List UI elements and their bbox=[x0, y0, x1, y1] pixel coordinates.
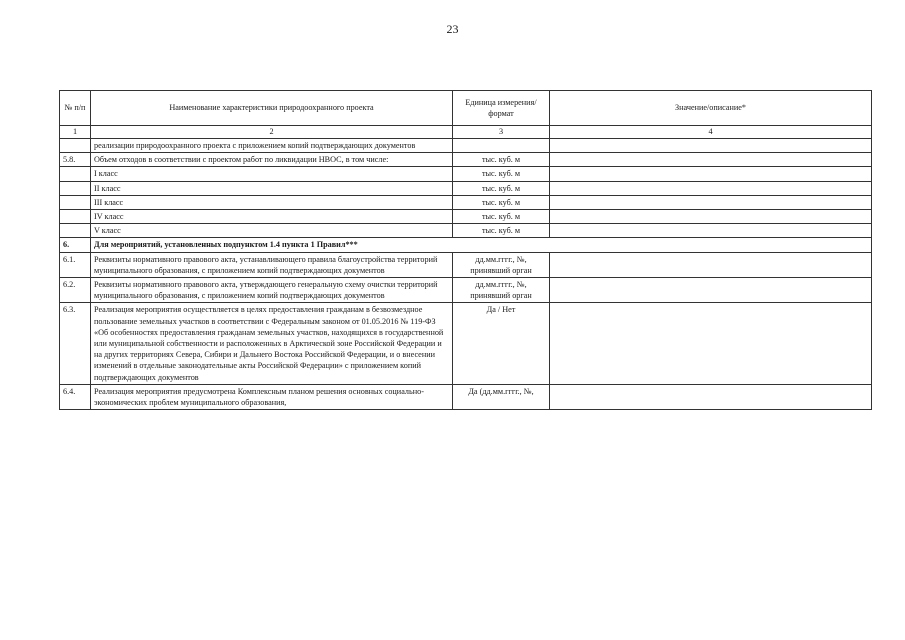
row-num bbox=[60, 195, 91, 209]
table-row bbox=[60, 384, 872, 409]
row-name: Реализация мероприятия осуществляется в целях предоставления гражданам в безвозмездное пользование земельных участков в соответствии с Федеральным законом от 01.05.2016 № 119-ФЗ «Об особенностях предоставления гражданам земельных участков, находящихся в государственной или муниципальной собственности и расположенных в Арктической зоне Российской Федерации и на других территориях Севера, Сибири и Дальнего Востока Российской Федерации, и о внесении изменений в отдельные законодательные акты Российской Федерации» с приложением копий подтверждающих документов bbox=[91, 303, 453, 384]
row-name: реализации природоохранного проекта с приложением копий подтверждающих документов bbox=[91, 139, 453, 153]
table-row bbox=[60, 252, 872, 277]
section-num: 6. bbox=[60, 238, 91, 252]
table-row bbox=[60, 278, 872, 303]
row-unit: тыс. куб. м bbox=[453, 181, 550, 195]
header-name: Наименование характеристики природоохранного проекта bbox=[91, 91, 453, 126]
project-characteristics-table bbox=[59, 90, 872, 410]
row-num: 6.4. bbox=[60, 384, 91, 409]
table-row bbox=[60, 153, 872, 167]
row-num: 6.3. bbox=[60, 303, 91, 384]
table-row bbox=[60, 139, 872, 153]
row-value bbox=[550, 384, 872, 409]
table-row bbox=[60, 167, 872, 181]
table-row bbox=[60, 224, 872, 238]
row-value bbox=[550, 303, 872, 384]
table-row bbox=[60, 303, 872, 384]
row-unit: тыс. куб. м bbox=[453, 210, 550, 224]
row-value bbox=[550, 167, 872, 181]
table-row bbox=[60, 195, 872, 209]
col-number: 4 bbox=[550, 126, 872, 139]
row-unit: дд.мм.гггг., №, принявший орган bbox=[453, 252, 550, 277]
row-unit: Да / Нет bbox=[453, 303, 550, 384]
row-value bbox=[550, 278, 872, 303]
row-num bbox=[60, 181, 91, 195]
section-row bbox=[60, 238, 872, 252]
header-num: № п/п bbox=[60, 91, 91, 126]
header-unit: Единица измерения/формат bbox=[453, 91, 550, 126]
row-num: 6.1. bbox=[60, 252, 91, 277]
section-title: Для мероприятий, установленных подпунктом 1.4 пункта 1 Правил*** bbox=[91, 238, 872, 252]
row-num bbox=[60, 224, 91, 238]
row-name: I класс bbox=[91, 167, 453, 181]
row-unit: тыс. куб. м bbox=[453, 224, 550, 238]
table-row bbox=[60, 210, 872, 224]
row-num: 6.2. bbox=[60, 278, 91, 303]
row-value bbox=[550, 181, 872, 195]
col-number: 1 bbox=[60, 126, 91, 139]
column-numbers-row bbox=[60, 126, 872, 139]
row-num bbox=[60, 139, 91, 153]
row-name: Реализация мероприятия предусмотрена Комплексным планом решения основных социально-экономических проблем муниципального образования, bbox=[91, 384, 453, 409]
row-value bbox=[550, 224, 872, 238]
row-unit bbox=[453, 139, 550, 153]
row-unit: тыс. куб. м bbox=[453, 153, 550, 167]
row-unit: дд.мм.гггг., №, принявший орган bbox=[453, 278, 550, 303]
row-num bbox=[60, 167, 91, 181]
table-row bbox=[60, 181, 872, 195]
row-num bbox=[60, 210, 91, 224]
row-num: 5.8. bbox=[60, 153, 91, 167]
row-value bbox=[550, 210, 872, 224]
row-value bbox=[550, 153, 872, 167]
row-unit: тыс. куб. м bbox=[453, 195, 550, 209]
row-name: Реквизиты нормативного правового акта, устанавливающего правила благоустройства территорий муниципального образования, с приложением копий подтверждающих документов bbox=[91, 252, 453, 277]
row-value bbox=[550, 252, 872, 277]
header-value: Значение/описание* bbox=[550, 91, 872, 126]
row-unit: Да (дд.мм.гггг., №, bbox=[453, 384, 550, 409]
col-number: 2 bbox=[91, 126, 453, 139]
row-name: V класс bbox=[91, 224, 453, 238]
row-value bbox=[550, 195, 872, 209]
row-name: III класс bbox=[91, 195, 453, 209]
row-name: IV класс bbox=[91, 210, 453, 224]
row-value bbox=[550, 139, 872, 153]
page-number: 23 bbox=[446, 22, 459, 36]
row-name: Реквизиты нормативного правового акта, утверждающего генеральную схему очистки территорий муниципального образования, с приложением копий подтверждающих документов bbox=[91, 278, 453, 303]
row-unit: тыс. куб. м bbox=[453, 167, 550, 181]
row-name: II класс bbox=[91, 181, 453, 195]
row-name: Объем отходов в соответствии с проектом работ по ликвидации НВОС, в том числе: bbox=[91, 153, 453, 167]
col-number: 3 bbox=[453, 126, 550, 139]
table-header-row bbox=[60, 91, 872, 126]
